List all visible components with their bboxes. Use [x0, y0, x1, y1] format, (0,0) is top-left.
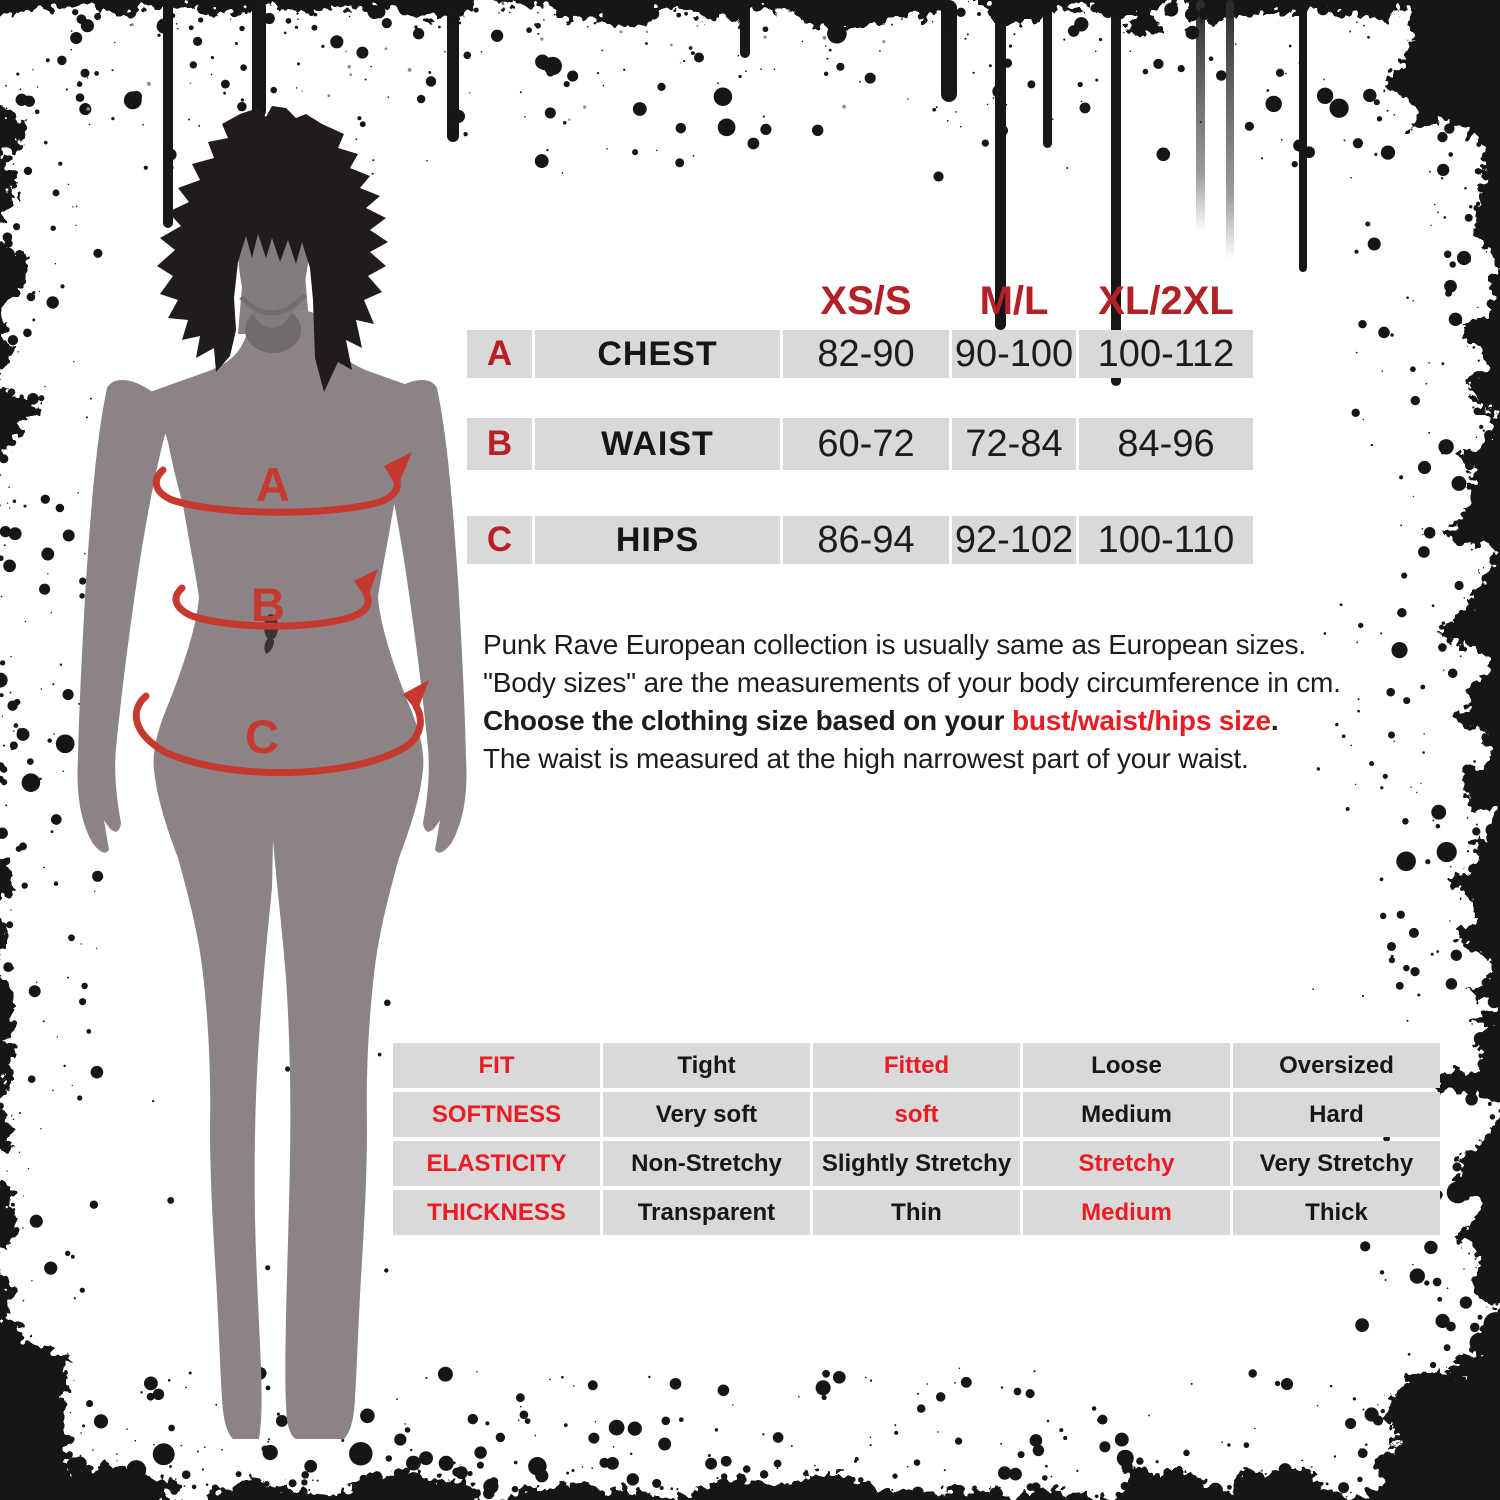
fit-tight: Tight: [603, 1043, 810, 1088]
row-letter: B: [467, 418, 532, 470]
waist-xs-s: 60-72: [783, 418, 949, 470]
note-line-1: Punk Rave European collection is usually same as European sizes.: [483, 629, 1306, 660]
hips-xs-s: 86-94: [783, 516, 949, 564]
thickness-row: [393, 1190, 1440, 1235]
chest-m-l: 90-100: [952, 330, 1076, 378]
note-line-4: The waist is measured at the high narrowest part of your waist.: [483, 743, 1249, 774]
row-label: CHEST: [535, 330, 780, 378]
fit-loose: Loose: [1023, 1043, 1230, 1088]
marker-c: C: [245, 710, 279, 763]
softness-very-soft: Very soft: [603, 1092, 810, 1137]
thickness-thin: Thin: [813, 1190, 1020, 1235]
chest-xs-s: 82-90: [783, 330, 949, 378]
note-line-3-red: bust/waist/hips size: [1011, 705, 1271, 736]
softness-row: [393, 1092, 1440, 1137]
hips-xl-2xl: 100-110: [1079, 516, 1253, 564]
note-line-3: [483, 702, 1413, 740]
elasticity-very-stretchy: Very Stretchy: [1233, 1141, 1440, 1186]
waist-m-l: 72-84: [952, 418, 1076, 470]
figure-silhouette: [0, 0, 520, 1500]
softness-label: SOFTNESS: [393, 1092, 600, 1137]
hips-m-l: 92-102: [952, 516, 1076, 564]
fit-fitted: Fitted: [813, 1043, 1020, 1088]
thickness-transparent: Transparent: [603, 1190, 810, 1235]
note-line-2: "Body sizes" are the measurements of your body circumference in cm.: [483, 667, 1341, 698]
thickness-medium: Medium: [1023, 1190, 1230, 1235]
elasticity-non-stretchy: Non-Stretchy: [603, 1141, 810, 1186]
row-letter: A: [467, 330, 532, 378]
figure-left-arm: [78, 380, 168, 853]
elasticity-stretchy: Stretchy: [1023, 1141, 1230, 1186]
marker-b: B: [251, 578, 285, 631]
softness-medium: Medium: [1023, 1092, 1230, 1137]
fit-label: FIT: [393, 1043, 600, 1088]
fit-table: [393, 1043, 1440, 1235]
elasticity-slightly-stretchy: Slightly Stretchy: [813, 1141, 1020, 1186]
fit-row: [393, 1043, 1440, 1088]
elasticity-row: [393, 1141, 1440, 1186]
thickness-label: THICKNESS: [393, 1190, 600, 1235]
size-col-header-xl-2xl: XL/2XL: [1098, 278, 1234, 323]
sizing-notes: [483, 626, 1413, 778]
row-label: WAIST: [535, 418, 780, 470]
size-col-header-xs-s: XS/S: [820, 278, 912, 323]
size-row-chest: [467, 330, 1253, 378]
elasticity-label: ELASTICITY: [393, 1141, 600, 1186]
size-col-header-m-l: M/L: [979, 278, 1049, 323]
thickness-thick: Thick: [1233, 1190, 1440, 1235]
size-row-waist: [467, 418, 1253, 470]
row-label: HIPS: [535, 516, 780, 564]
note-line-3-period: .: [1270, 705, 1279, 736]
waist-xl-2xl: 84-96: [1079, 418, 1253, 470]
fit-oversized: Oversized: [1233, 1043, 1440, 1088]
row-letter: C: [467, 516, 532, 564]
note-line-3-bold: Choose the clothing size based on your: [483, 705, 1012, 736]
softness-hard: Hard: [1233, 1092, 1440, 1137]
chest-xl-2xl: 100-112: [1079, 330, 1253, 378]
softness-soft: soft: [813, 1092, 1020, 1137]
size-row-hips: [467, 516, 1253, 564]
marker-a: A: [256, 458, 290, 511]
